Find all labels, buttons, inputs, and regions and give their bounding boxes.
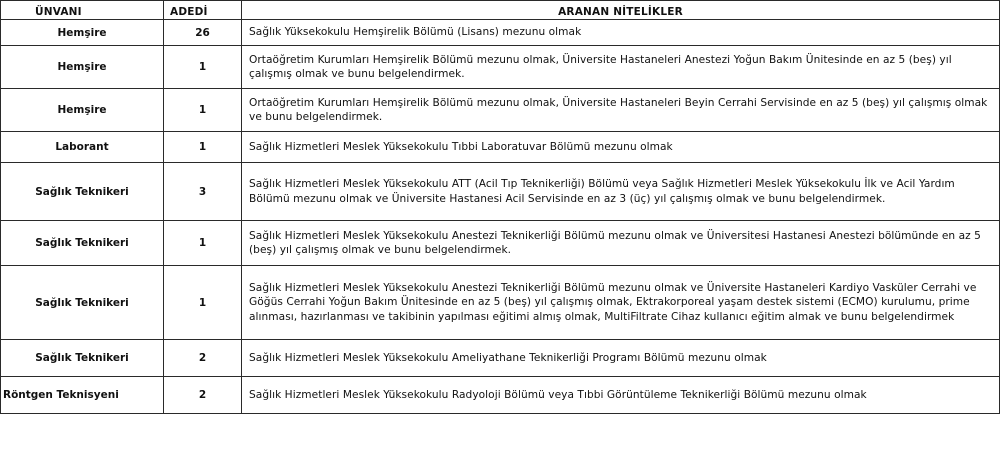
position-count: 1 xyxy=(164,132,242,163)
position-count: 1 xyxy=(164,266,242,340)
position-requirements: Sağlık Hizmetleri Meslek Yüksekokulu ATT (Acil Tıp Teknikerliği) Bölümü veya Sağlık Hizmetleri Meslek Yüksekokulu İlk ve Acil Yardım Bölümü mezunu olmak ve Üniversite Hastanesi Acil Servisinde en az 3 (üç) yıl çalışmış olmak ve bunu belgelendirmek. xyxy=(242,163,1000,221)
table-row xyxy=(1,340,1000,377)
position-title: Sağlık Teknikeri xyxy=(1,163,164,221)
table-row xyxy=(1,20,1000,46)
header-count: ADEDİ xyxy=(164,1,242,20)
position-requirements: Sağlık Hizmetleri Meslek Yüksekokulu Ameliyathane Teknikerliği Programı Bölümü mezunu olmak xyxy=(242,340,1000,377)
position-title: Sağlık Teknikeri xyxy=(1,266,164,340)
position-title: Hemşire xyxy=(1,46,164,89)
position-count: 1 xyxy=(164,221,242,266)
position-title: Röntgen Teknisyeni xyxy=(1,377,164,414)
table-row xyxy=(1,221,1000,266)
table-row xyxy=(1,377,1000,414)
position-title: Laborant xyxy=(1,132,164,163)
position-requirements: Ortaöğretim Kurumları Hemşirelik Bölümü mezunu olmak, Üniversite Hastaneleri Anestezi Yoğun Bakım Ünitesinde en az 5 (beş) yıl çalışmış olmak ve bunu belgelendirmek. xyxy=(242,46,1000,89)
position-count: 3 xyxy=(164,163,242,221)
position-count: 26 xyxy=(164,20,242,46)
position-requirements: Sağlık Hizmetleri Meslek Yüksekokulu Anestezi Teknikerliği Bölümü mezunu olmak ve Üniversitesi Hastanesi Anestezi bölümünde en az 5 (beş) yıl çalışmış olmak ve bunu belgelendirmek. xyxy=(242,221,1000,266)
position-count: 2 xyxy=(164,340,242,377)
position-requirements: Sağlık Hizmetleri Meslek Yüksekokulu Radyoloji Bölümü veya Tıbbi Görüntüleme Teknikerliği Bölümü mezunu olmak xyxy=(242,377,1000,414)
position-requirements: Sağlık Yüksekokulu Hemşirelik Bölümü (Lisans) mezunu olmak xyxy=(242,20,1000,46)
header-title: ÜNVANI xyxy=(1,1,164,20)
header-requirements: ARANAN NİTELİKLER xyxy=(242,1,1000,20)
position-requirements: Sağlık Hizmetleri Meslek Yüksekokulu Anestezi Teknikerliği Bölümü mezunu olmak ve Üniversite Hastaneleri Kardiyo Vasküler Cerrahi ve Göğüs Cerrahi Yoğun Bakım Ünitesinde en az 5 (beş) yıl çalışmış olmak, Ektrakorporeal yaşam destek sistemi (ECMO) kurulumu, prime alınması, hazırlanması ve takibinin yapılması eğitimi almış olmak, MultiFiltrate Cihaz kullanıcı eğitim almak ve bunu belgelendirmek xyxy=(242,266,1000,340)
table-row xyxy=(1,132,1000,163)
position-requirements: Sağlık Hizmetleri Meslek Yüksekokulu Tıbbi Laboratuvar Bölümü mezunu olmak xyxy=(242,132,1000,163)
table-row xyxy=(1,89,1000,132)
position-requirements: Ortaöğretim Kurumları Hemşirelik Bölümü mezunu olmak, Üniversite Hastaneleri Beyin Cerrahi Servisinde en az 5 (beş) yıl çalışmış olmak ve bunu belgelendirmek. xyxy=(242,89,1000,132)
position-count: 1 xyxy=(164,89,242,132)
position-title: Hemşire xyxy=(1,89,164,132)
position-count: 2 xyxy=(164,377,242,414)
table-row xyxy=(1,163,1000,221)
table-row xyxy=(1,46,1000,89)
position-title: Sağlık Teknikeri xyxy=(1,340,164,377)
table-header-row xyxy=(1,1,1000,20)
table-row xyxy=(1,266,1000,340)
position-title: Hemşire xyxy=(1,20,164,46)
position-count: 1 xyxy=(164,46,242,89)
position-title: Sağlık Teknikeri xyxy=(1,221,164,266)
